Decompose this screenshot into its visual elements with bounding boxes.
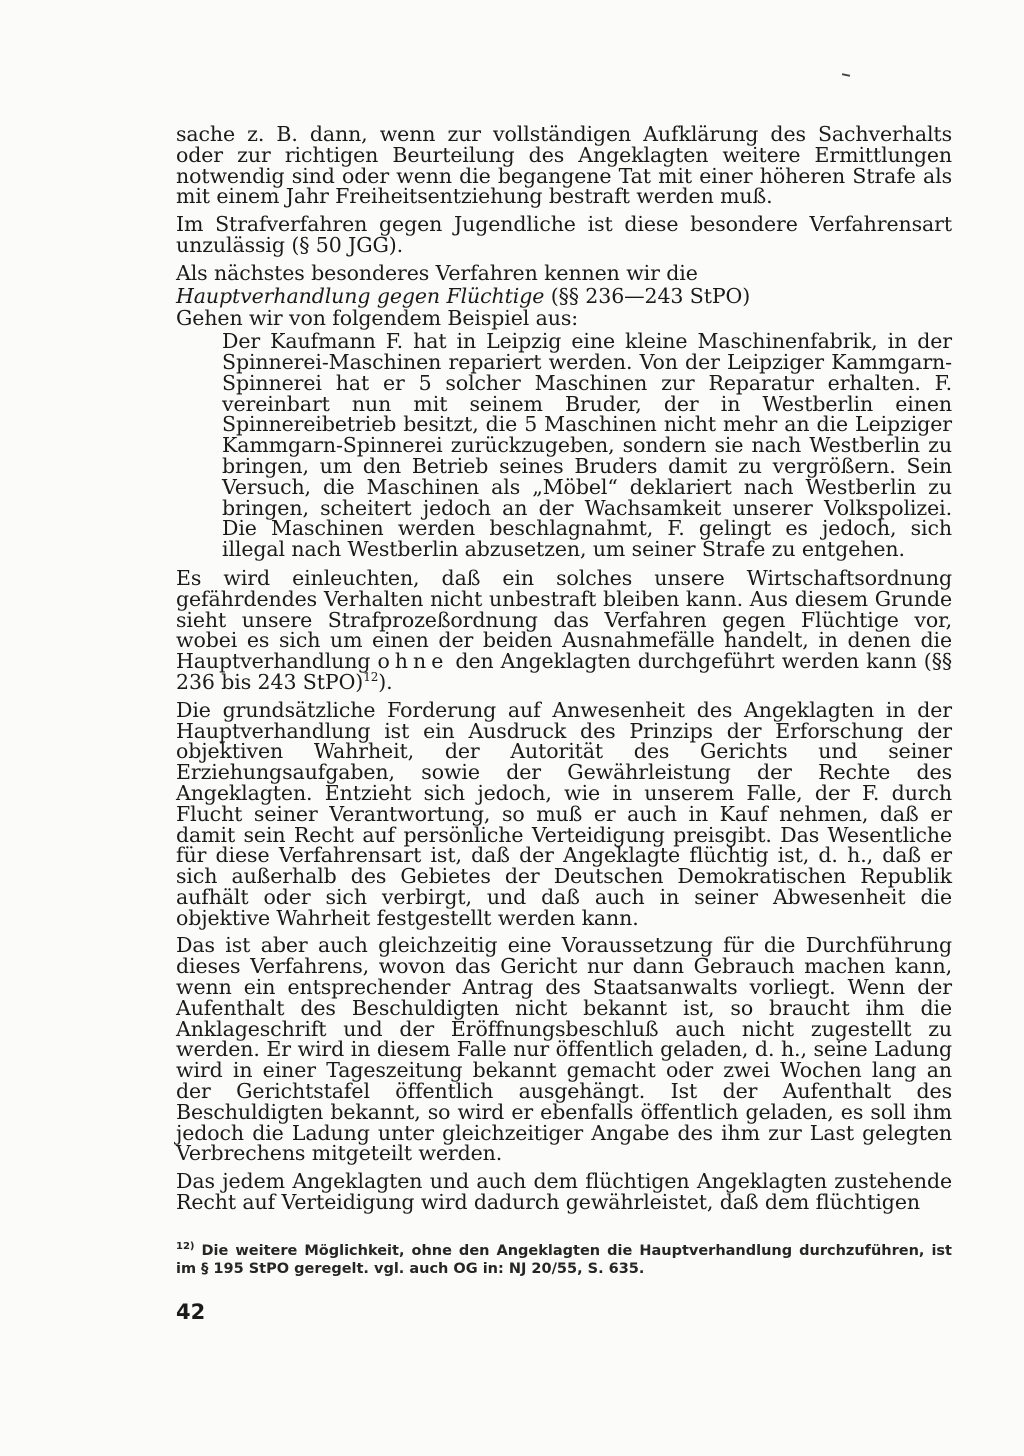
p5-before: Es wird einleuchten, daß ein solches unsere Wirtschaftsordnung gefährdendes Verhalten nicht unbestraft bleiben kann. Aus diesem Grunde sieht unsere Strafprozeßordnung das Verfahren gegen Flüchtige vor, wobei es sich um einen der beiden Ausnahmefälle handelt, in denen die Hauptverhandlung: [176, 565, 952, 674]
footnote: [176, 1242, 952, 1278]
p5-end: ).: [378, 669, 393, 694]
footnote-number: 12): [176, 1241, 195, 1253]
section-heading-ref: (§§ 236—243 StPO): [544, 283, 751, 308]
footnote-reference[interactable]: 12: [363, 670, 379, 685]
page-number: 42: [176, 1300, 206, 1324]
paragraph-summons: Das ist aber auch gleichzeitig eine Voraussetzung für die Durchführung dieses Verfahrens, wovon das Gericht nur dann Gebrauch machen kann, wenn ein entsprechender Antrag des Staatsanwalts vorliegt. Wenn der Aufenthalt des Beschuldigten nicht bekannt ist, so braucht ihm die Anklageschrift und der Eröffnungsbeschluß auch nicht zugestellt zu werden. Er wird in diesem Falle nur öffentlich geladen, d. h., seine Ladung wird in einer Tageszeitung bekannt gemacht oder zwei Wochen lang an der Gerichtstafel öffentlich ausgehängt. Ist der Aufenthalt des Beschuldigten bekannt, so wird er ebenfalls öffentlich geladen, es soll ihm jedoch die Ladung unter gleichzeitiger Angabe des ihm zur Last gelegten Verbrechens mitgeteilt werden.: [176, 933, 952, 1166]
paragraph-defense: Das jedem Angeklagten und auch dem flüchtigen Angeklagten zustehende Recht auf Verteidigung wird dadurch gewährleistet, daß dem flüchtigen: [176, 1169, 952, 1215]
footnote-text: Die weitere Möglichkeit, ohne den Angeklagten die Hauptverhandlung durchzuführen, ist im § 195 StPO geregelt. vgl. auch OG in: NJ 20/55, S. 635.: [176, 1243, 952, 1277]
p5-spaced-word: ohne: [377, 649, 449, 674]
section-heading-title: Hauptverhandlung gegen Flüchtige: [176, 283, 545, 308]
paragraph-continuation: sache z. B. dann, wenn zur vollständigen Aufklärung des Sachverhalts oder zur richtigen Beurteilung des Angeklagten weitere Ermittlungen notwendig sind oder wenn die begangene Tat mit einer höheren Strafe als mit einem Jahr Freiheitsentziehung bestraft werden muß.: [176, 122, 952, 209]
p5-after: den Angeklagten durchgeführt werden kann (§§ 236 bis 243 StPO): [176, 649, 952, 694]
paragraph-example-lead: Gehen wir von folgendem Beispiel aus:: [176, 306, 579, 331]
example-block: Der Kaufmann F. hat in Leipzig eine kleine Maschinenfabrik, in der Spinnerei-Maschinen repariert werden. Von der Leipziger Kammgarn-Spinnerei hat er 5 solcher Maschinen zur Reparatur erhalten. F. vereinbart nun mit seinem Bruder, der in Westberlin einen Spinnereibetrieb besitzt, die 5 Maschinen nicht mehr an die Leipziger Kammgarn-Spinnerei zurückzugeben, sondern sie nach Westberlin zu bringen, um den Betrieb seines Bruders damit zu vergrößern. Sein Versuch, die Maschinen als „Möbel“ deklariert nach Westberlin zu bringen, scheitert jedoch an der Wachsamkeit unserer Volkspolizei. Die Maschinen werden beschlagnahmt, F. gelingt es jedoch, sich illegal nach Westberlin abzusetzen, um seiner Strafe zu entgehen.: [222, 329, 952, 562]
body-text: [176, 124, 952, 1220]
paragraph-principle: Die grundsätzliche Forderung auf Anwesenheit des Angeklagten in der Hauptverhandlung ist ein Ausdruck des Prinzips der Erforschung der objektiven Wahrheit, der Autorität des Gerichts und seiner Erziehungsaufgaben, sowie der Gewährleistung der Rechte des Angeklagten. Entzieht sich jedoch, wie in unserem Falle, der F. durch Flucht seiner Verantwortung, so muß er auch in Kauf nehmen, daß er damit sein Recht auf persönliche Verteidigung preisgibt. Das Wesentliche für diese Verfahrensart ist, daß der Angeklagte flüchtig ist, d. h., daß er sich außerhalb des Gebietes der Deutschen Demokratischen Republik aufhält oder sich verbirgt, und daß auch in seiner Abwesenheit die objektive Wahrheit festgestellt werden kann.: [176, 697, 952, 930]
stray-mark: [842, 73, 850, 77]
paragraph-juvenile: Im Strafverfahren gegen Jugendliche ist diese besondere Verfahrensart unzulässig (§ 50 JGG).: [176, 212, 952, 257]
paragraph-fugitive-procedure: [176, 565, 952, 694]
paragraph-intro: Als nächstes besonderes Verfahren kennen wir die: [176, 260, 698, 285]
section-heading: [176, 283, 952, 308]
